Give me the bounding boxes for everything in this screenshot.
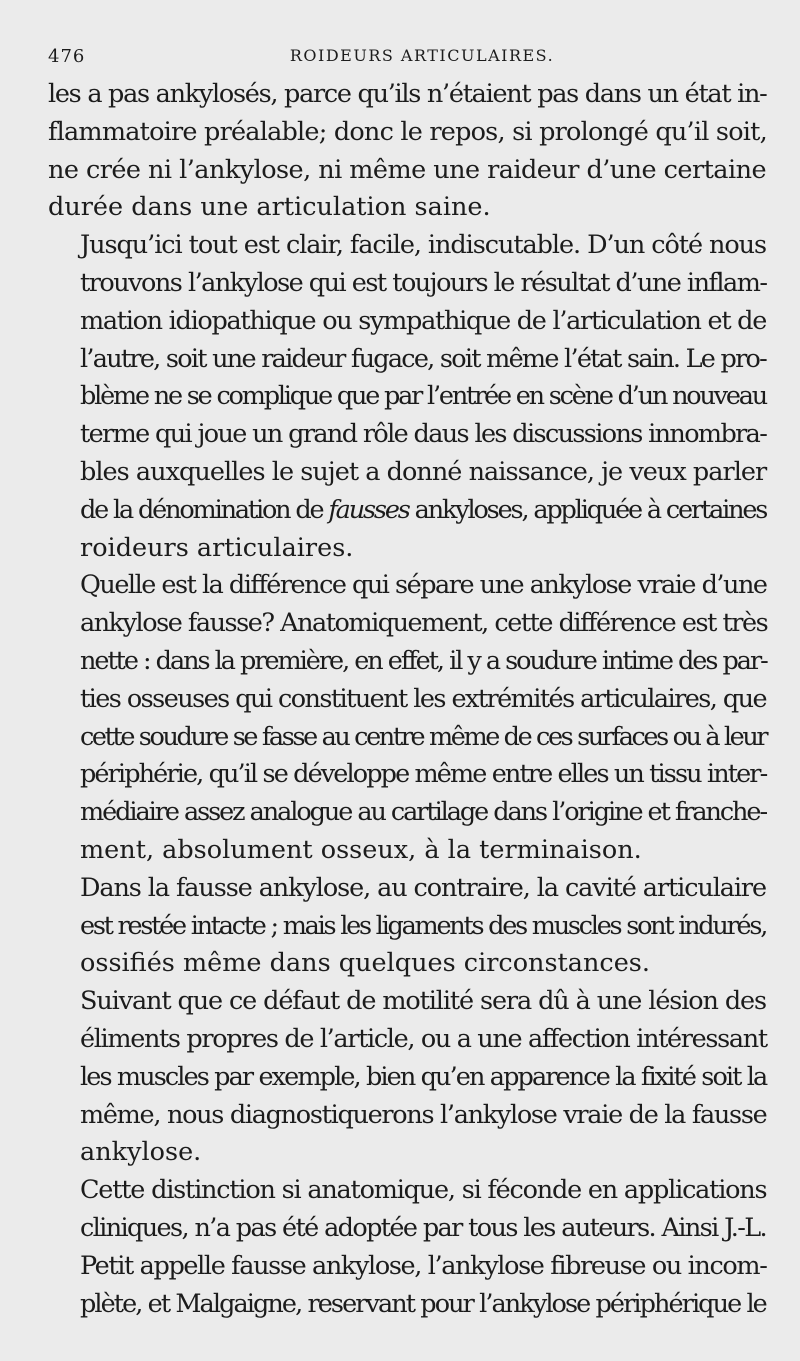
text-line: Suivant que ce défaut de motilité sera dû à une lésion des	[80, 986, 766, 1017]
paragraph	[48, 870, 766, 983]
text-line: l’autre, soit une raideur fugace, soit même l’état sain. Le pro-	[80, 343, 766, 374]
text-line: ties osseuses qui constituent les extrémités articulaires, que	[80, 683, 766, 714]
text-line: ossifiés même dans quelques circonstances.	[80, 948, 650, 979]
text-line: Petit appelle fausse ankylose, l’ankylose fibreuse ou incom-	[80, 1250, 767, 1281]
body-text	[48, 76, 766, 1323]
text-line: trouvons l’ankylose qui est toujours le résultat d’une inflam-	[80, 267, 767, 298]
paragraph	[48, 227, 766, 567]
running-head	[48, 40, 766, 76]
text-line: durée dans une articulation saine.	[48, 192, 491, 223]
text-line: même, nous diagnostiquerons l’ankylose vraie de la fausse	[80, 1099, 767, 1130]
text-line: Cette distinction si anatomique, si féconde en applications	[80, 1175, 767, 1206]
page-number: 476	[48, 46, 86, 67]
text-line: les muscles par exemple, bien qu’en apparence la fixité soit la	[80, 1061, 767, 1092]
text-line: Quelle est la différence qui sépare une ankylose vraie d’une	[80, 570, 767, 601]
text-line: de la dénomination de fausses ankyloses, appliquée à certaines	[80, 494, 767, 525]
text-line: ankylose.	[80, 1137, 202, 1168]
text-line: terme qui joue un grand rôle daus les discussions innombra-	[80, 419, 767, 450]
text-line: mation idiopathique ou sympathique de l’articulation et de	[80, 305, 766, 336]
text-line: est restée intacte ; mais les ligaments des muscles sont indurés,	[80, 910, 767, 941]
text-line: les a pas ankylosés, parce qu’ils n’étaient pas dans un état in-	[48, 79, 767, 109]
text-line: blème ne se complique que par l’entrée en scène d’un nouveau	[80, 381, 766, 412]
text-line: cette soudure se fasse au centre même de ces surfaces ou à leur	[80, 721, 767, 752]
text-line: périphérie, qu’il se développe même entre elles un tissu inter-	[80, 759, 767, 790]
text-line: éliments propres de l’article, ou a une affection intéressant	[80, 1023, 767, 1054]
text-line: roideurs articulaires.	[80, 532, 354, 563]
italic-term: fausses	[328, 494, 409, 525]
text-line: ankylose fausse? Anatomiquement, cette différence est très	[80, 608, 768, 639]
text-line: bles auxquelles le sujet a donné naissance, je veux parler	[80, 456, 767, 487]
paragraph	[48, 1172, 766, 1323]
running-title: ROIDEURS ARTICULAIRES.	[289, 46, 555, 65]
paragraph	[48, 76, 766, 227]
text-line: ment, absolument osseux, à la terminaison.	[80, 834, 642, 865]
text-line: Jusqu’ici tout est clair, facile, indiscutable. D’un côté nous	[80, 230, 767, 261]
paragraph	[48, 983, 766, 1172]
text-line: plète, et Malgaigne, reservant pour l’ankylose périphérique le	[80, 1288, 766, 1319]
text-line: médiaire assez analogue au cartilage dans l’origine et franche-	[80, 797, 766, 828]
text-line: nette : dans la première, en effet, il y a soudure intime des par-	[80, 645, 767, 676]
text-line: ne crée ni l’ankylose, ni même une raideur d’une certaine	[48, 154, 766, 185]
text-line: Dans la fausse ankylose, au contraire, la cavité articulaire	[80, 872, 766, 903]
paragraph	[48, 567, 766, 869]
text-line: flammatoire préalable; donc le repos, si prolongé qu’il soit,	[48, 116, 767, 147]
text-line: cliniques, n’a pas été adoptée par tous les auteurs. Ainsi J.-L.	[80, 1212, 766, 1243]
